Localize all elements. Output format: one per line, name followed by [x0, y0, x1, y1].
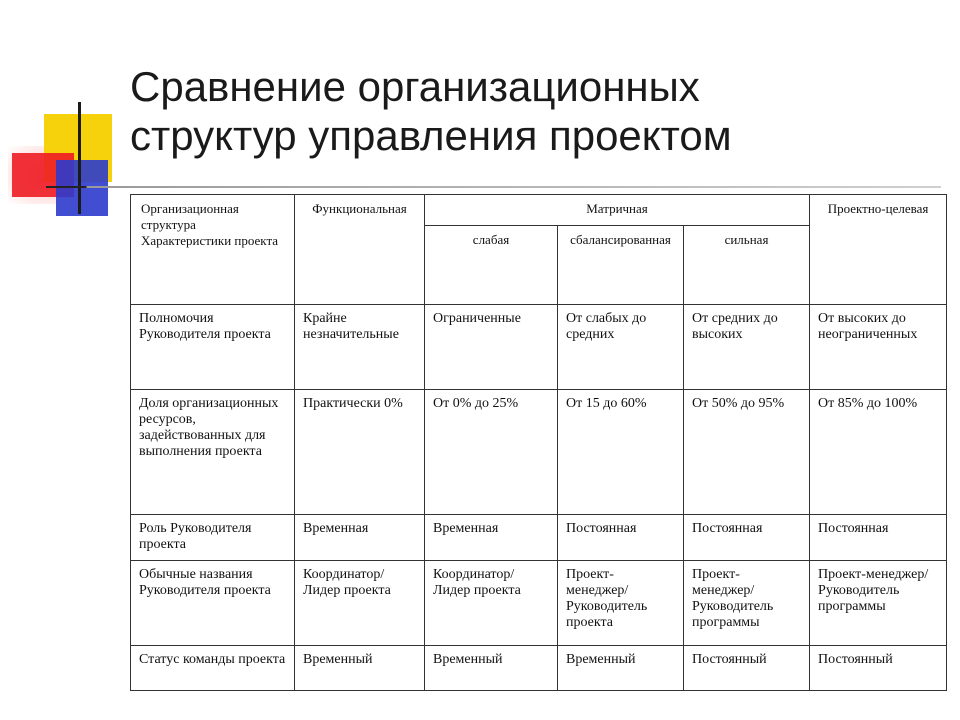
table-cell: Проект-менеджер/ Руководитель программы [684, 561, 810, 646]
slide-title-line1: Сравнение организационных [130, 63, 700, 110]
slide-title-line2: структур управления проектом [130, 112, 732, 159]
table-cell: Постоянная [558, 515, 684, 561]
table-cell: От 15 до 60% [558, 390, 684, 515]
table-row [131, 390, 947, 515]
table-header-row [131, 195, 947, 226]
table-cell: Временный [295, 646, 425, 691]
table-cell: Временный [558, 646, 684, 691]
row-label: Статус команды проекта [131, 646, 295, 691]
row-label: Доля организационных ресурсов, задействованных для выполнения проекта [131, 390, 295, 515]
table-cell: Постоянный [684, 646, 810, 691]
table-row [131, 515, 947, 561]
row-label: Полномочия Руководителя проекта [131, 305, 295, 390]
header-balanced: сбалансированная [558, 226, 684, 305]
table-row [131, 305, 947, 390]
header-strong: сильная [684, 226, 810, 305]
table-cell: Ограниченные [425, 305, 558, 390]
table-cell: От высоких до неограниченных [810, 305, 947, 390]
slide-title [130, 62, 930, 160]
decor-blue-square [56, 160, 108, 216]
table-cell: Постоянная [684, 515, 810, 561]
table-cell: Постоянная [810, 515, 947, 561]
table-cell: От средних до высоких [684, 305, 810, 390]
row-label: Роль Руководителя проекта [131, 515, 295, 561]
header-corner: Организационная структура Характеристики проекта [131, 195, 295, 305]
table-cell: Проект-менеджер/ Руководитель проекта [558, 561, 684, 646]
header-functional: Функциональная [295, 195, 425, 305]
table-cell: От 85% до 100% [810, 390, 947, 515]
table-cell: Крайне незначительные [295, 305, 425, 390]
comparison-table [130, 194, 947, 691]
table-cell: Временный [425, 646, 558, 691]
table-cell: Постоянный [810, 646, 947, 691]
table-cell: Временная [295, 515, 425, 561]
header-matrix: Матричная [425, 195, 810, 226]
table-row [131, 561, 947, 646]
table-cell: Проект-менеджер/ Руководитель программы [810, 561, 947, 646]
table-cell: Временная [425, 515, 558, 561]
header-project: Проектно-целевая [810, 195, 947, 305]
table-cell: Практически 0% [295, 390, 425, 515]
decor-vertical-line [78, 102, 81, 214]
table-cell: От 0% до 25% [425, 390, 558, 515]
header-weak: слабая [425, 226, 558, 305]
decor-horizontal-line [46, 186, 941, 188]
row-label: Обычные названия Руководителя проекта [131, 561, 295, 646]
table-cell: Координатор/ Лидер проекта [425, 561, 558, 646]
table-cell: От слабых до средних [558, 305, 684, 390]
table-cell: От 50% до 95% [684, 390, 810, 515]
table-cell: Координатор/ Лидер проекта [295, 561, 425, 646]
table-row [131, 646, 947, 691]
